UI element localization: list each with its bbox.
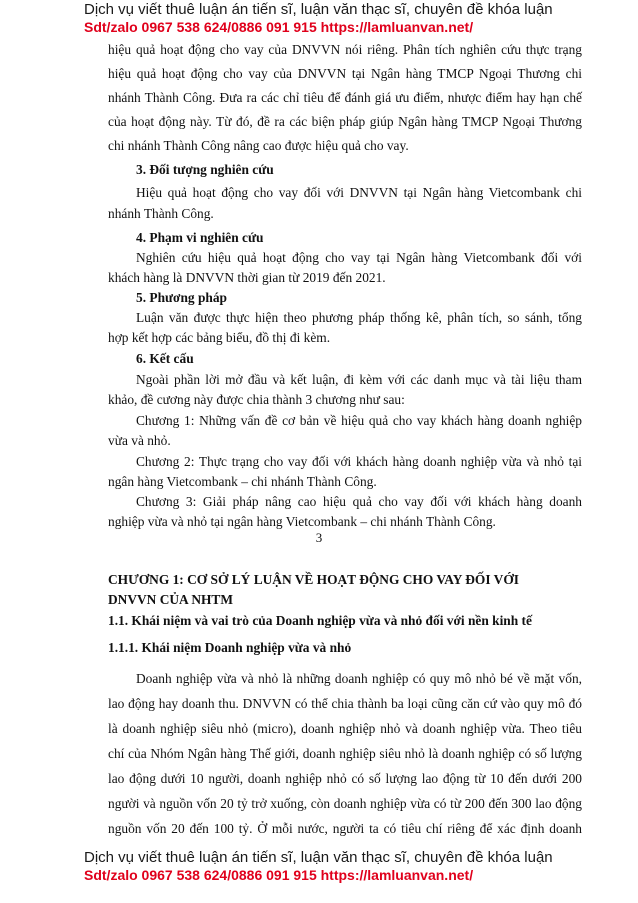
body-line-4: chí của Nhóm Ngân hàng Thế giới, doanh nghiệp siêu nhỏ là doanh nghiệp có số lượng [108,746,582,761]
chapter-1-summary-line-1: Chương 1: Những vấn đề cơ bản về hiệu quả cho vay khách hàng doanh nghiệp [136,413,582,428]
research-object-line-2: nhánh Thành Công. [108,206,214,221]
intro-line-3: nhánh Thành Công. Đưa ra các chỉ tiêu để đánh giá ưu điểm, nhược điểm hay hạn chế [108,90,582,105]
banner-contact-text: Sdt/zalo 0967 538 624/0886 091 915 https://lamluanvan.net/ [84,19,474,35]
chapter-1-summary-line-2: vừa và nhỏ. [108,433,171,448]
bottom-banner [84,849,553,883]
research-scope-line-1: Nghiên cứu hiệu quả hoạt động cho vay tại Ngân hàng Vietcombank đối với [136,250,582,265]
body-line-7: nguồn vốn 20 đến 100 tỷ. Ở mỗi nước, người ta có tiêu chí riêng để xác định doanh [108,821,582,836]
intro-line-2: hiệu quả hoạt động cho vay của DNVVN tại Ngân hàng TMCP Ngoại Thương chi [108,66,582,81]
chapter-title-line-2: DNVVN CỦA NHTM [108,592,233,607]
structure-line-2: khảo, đề cương này được chia thành 3 chương như sau: [108,392,405,407]
section-heading-1-1-1: 1.1.1. Khái niệm Doanh nghiệp vừa và nhỏ [108,640,352,655]
banner-service-text: Dịch vụ viết thuê luận án tiến sĩ, luận văn thạc sĩ, chuyên đề khóa luận [84,849,553,866]
intro-line-4: của hoạt động này. Từ đó, đề ra các biện pháp giúp Ngân hàng TMCP Ngoại Thương [108,114,582,129]
banner-contact-text: Sdt/zalo 0967 538 624/0886 091 915 https://lamluanvan.net/ [84,867,474,883]
structure-line-1: Ngoài phần lời mở đầu và kết luận, đi kèm với các danh mục và tài liệu tham [136,372,582,387]
body-line-5: lao động dưới 10 người, doanh nghiệp nhỏ có số lượng lao động từ 10 đến dưới 200 [108,771,582,786]
heading-structure: 6. Kết cấu [136,351,194,366]
research-object-line-1: Hiệu quả hoạt động cho vay đối với DNVVN tại Ngân hàng Vietcombank chi [136,185,582,200]
chapter-3-summary-line-2: nghiệp vừa và nhỏ tại ngân hàng Vietcombank – chi nhánh Thành Công. [108,514,496,529]
top-banner [84,1,553,35]
method-line-2: hợp kết hợp các bảng biểu, đồ thị đi kèm. [108,330,331,345]
page-number: 3 [315,530,323,545]
chapter-2-summary-line-1: Chương 2: Thực trạng cho vay đối với khách hàng doanh nghiệp vừa và nhỏ tại [136,454,582,469]
banner-service-text: Dịch vụ viết thuê luận án tiến sĩ, luận văn thạc sĩ, chuyên đề khóa luận [84,1,553,18]
body-line-1: Doanh nghiệp vừa và nhỏ là những doanh nghiệp có quy mô nhỏ bé về mặt vốn, [136,671,582,686]
method-line-1: Luận văn được thực hiện theo phương pháp thống kê, phân tích, so sánh, tổng [136,310,582,325]
intro-line-1: hiệu quả hoạt động cho vay của DNVVN nói riêng. Phân tích nghiên cứu thực trạng [108,42,582,57]
body-line-3: là doanh nghiệp siêu nhỏ (micro), doanh nghiệp nhỏ và doanh nghiệp vừa. Theo tiêu [108,721,582,736]
heading-research-object: 3. Đối tượng nghiên cứu [136,162,274,177]
heading-research-scope: 4. Phạm vi nghiên cứu [136,230,264,245]
body-line-6: người và nguồn vốn 20 tỷ trở xuống, còn doanh nghiệp vừa có từ 200 đến 300 lao động [108,796,582,811]
chapter-3-summary-line-1: Chương 3: Giải pháp nâng cao hiệu quả cho vay đối với khách hàng doanh [136,494,582,509]
chapter-title-line-1: CHƯƠNG 1: CƠ SỞ LÝ LUẬN VỀ HOẠT ĐỘNG CHO VAY ĐỐI VỚI [108,572,519,587]
body-line-2: lao động hay doanh thu. DNVVN có thể chia thành ba loại cũng căn cứ vào quy mô đó [108,696,582,711]
research-scope-line-2: khách hàng là DNVVN thời gian từ 2019 đến 2021. [108,270,386,285]
heading-method: 5. Phương pháp [136,290,227,305]
chapter-2-summary-line-2: ngân hàng Vietcombank – chi nhánh Thành Công. [108,474,377,489]
intro-line-5: chi nhánh Thành Công nâng cao được hiệu quả cho vay. [108,138,409,153]
section-heading-1-1: 1.1. Khái niệm và vai trò của Doanh nghiệp vừa và nhỏ đối với nền kinh tế [108,613,532,628]
